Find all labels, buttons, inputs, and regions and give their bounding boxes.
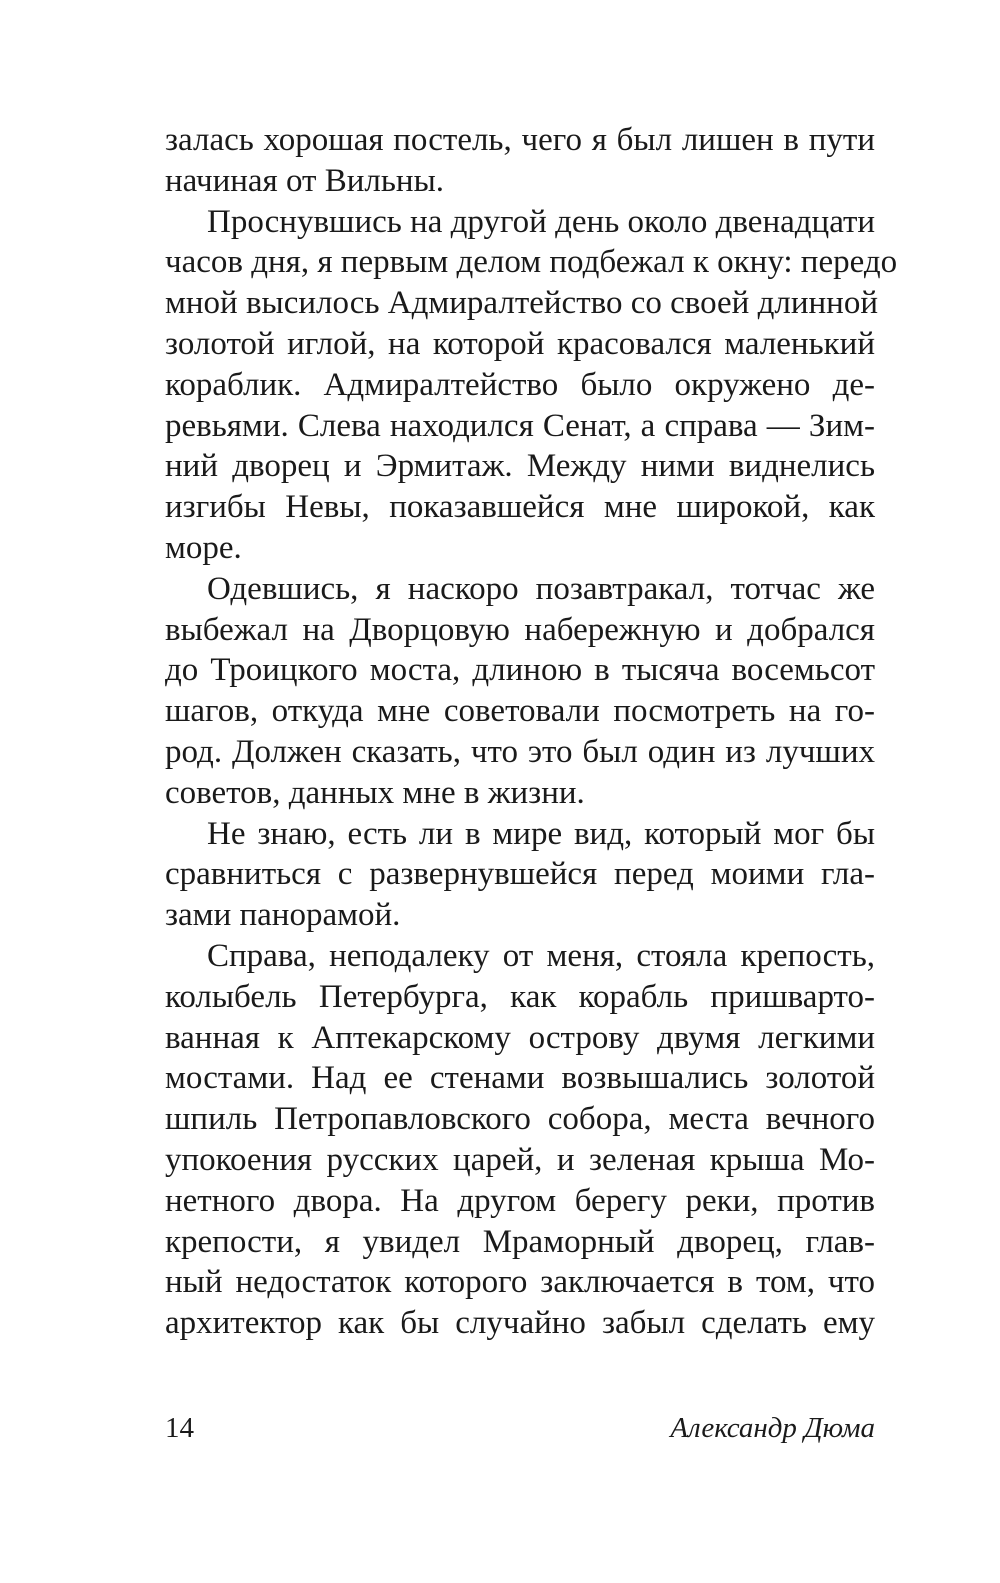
page-body	[165, 120, 898, 1344]
text-line: ний дворец и Эрмитаж. Между ними виднелись	[165, 448, 875, 485]
text-line: часов дня, я первым делом подбежал к окну: передо	[165, 244, 898, 281]
text-line: колыбель Петербурга, как корабль пришварто-	[165, 978, 875, 1015]
text-line: ный недостаток которого заключается в том, что	[165, 1264, 875, 1301]
text-line: изгибы Невы, показавшейся мне широкой, как	[165, 489, 875, 526]
text-line: мной высилось Адмиралтейство со своей длинной	[165, 285, 878, 322]
text-line: шпиль Петропавловского собора, места вечного	[165, 1101, 875, 1138]
text-line: зами панорамой.	[165, 897, 401, 934]
text-line: Не знаю, есть ли в мире вид, который мог бы	[207, 815, 875, 852]
text-line: упокоения русских царей, и зеленая крыша Мо-	[165, 1141, 875, 1178]
text-line: крепости, я увидел Мраморный дворец, глав-	[165, 1223, 875, 1260]
text-line: выбежал на Дворцовую набережную и добрался	[165, 611, 875, 648]
running-footer-author: Александр Дюма	[670, 1412, 875, 1444]
text-line: до Троицкого моста, длиною в тысяча восемьсот	[165, 652, 875, 689]
text-line: Одевшись, я наскоро позавтракал, тотчас же	[207, 570, 875, 607]
text-line: советов, данных мне в жизни.	[165, 774, 585, 811]
page-number: 14	[165, 1412, 194, 1444]
text-line: мостами. Над ее стенами возвышались золотой	[165, 1060, 875, 1097]
text-line: шагов, откуда мне советовали посмотреть на го-	[165, 693, 875, 730]
text-line: море.	[165, 529, 242, 566]
text-line: нетного двора. На другом берегу реки, против	[165, 1182, 875, 1219]
text-line: Проснувшись на другой день около двенадцати	[207, 203, 876, 240]
text-line: Справа, неподалеку от меня, стояла крепость,	[207, 937, 875, 974]
text-line: сравниться с развернувшейся перед моими гла-	[165, 856, 875, 893]
text-line: ревьями. Слева находился Сенат, а справа — Зим-	[165, 407, 875, 444]
text-line: золотой иглой, на которой красовался маленький	[165, 325, 875, 362]
text-line: род. Должен сказать, что это был один из лучших	[165, 733, 875, 770]
text-line: кораблик. Адмиралтейство было окружено де-	[165, 366, 875, 403]
text-line: ванная к Аптекарскому острову двумя легкими	[165, 1019, 875, 1056]
text-line: начиная от Вильны.	[165, 162, 444, 199]
text-line: залась хорошая постель, чего я был лишен в пути	[165, 122, 875, 158]
page-footer	[165, 1408, 875, 1448]
text-line: архитектор как бы случайно забыл сделать ему	[165, 1305, 875, 1342]
